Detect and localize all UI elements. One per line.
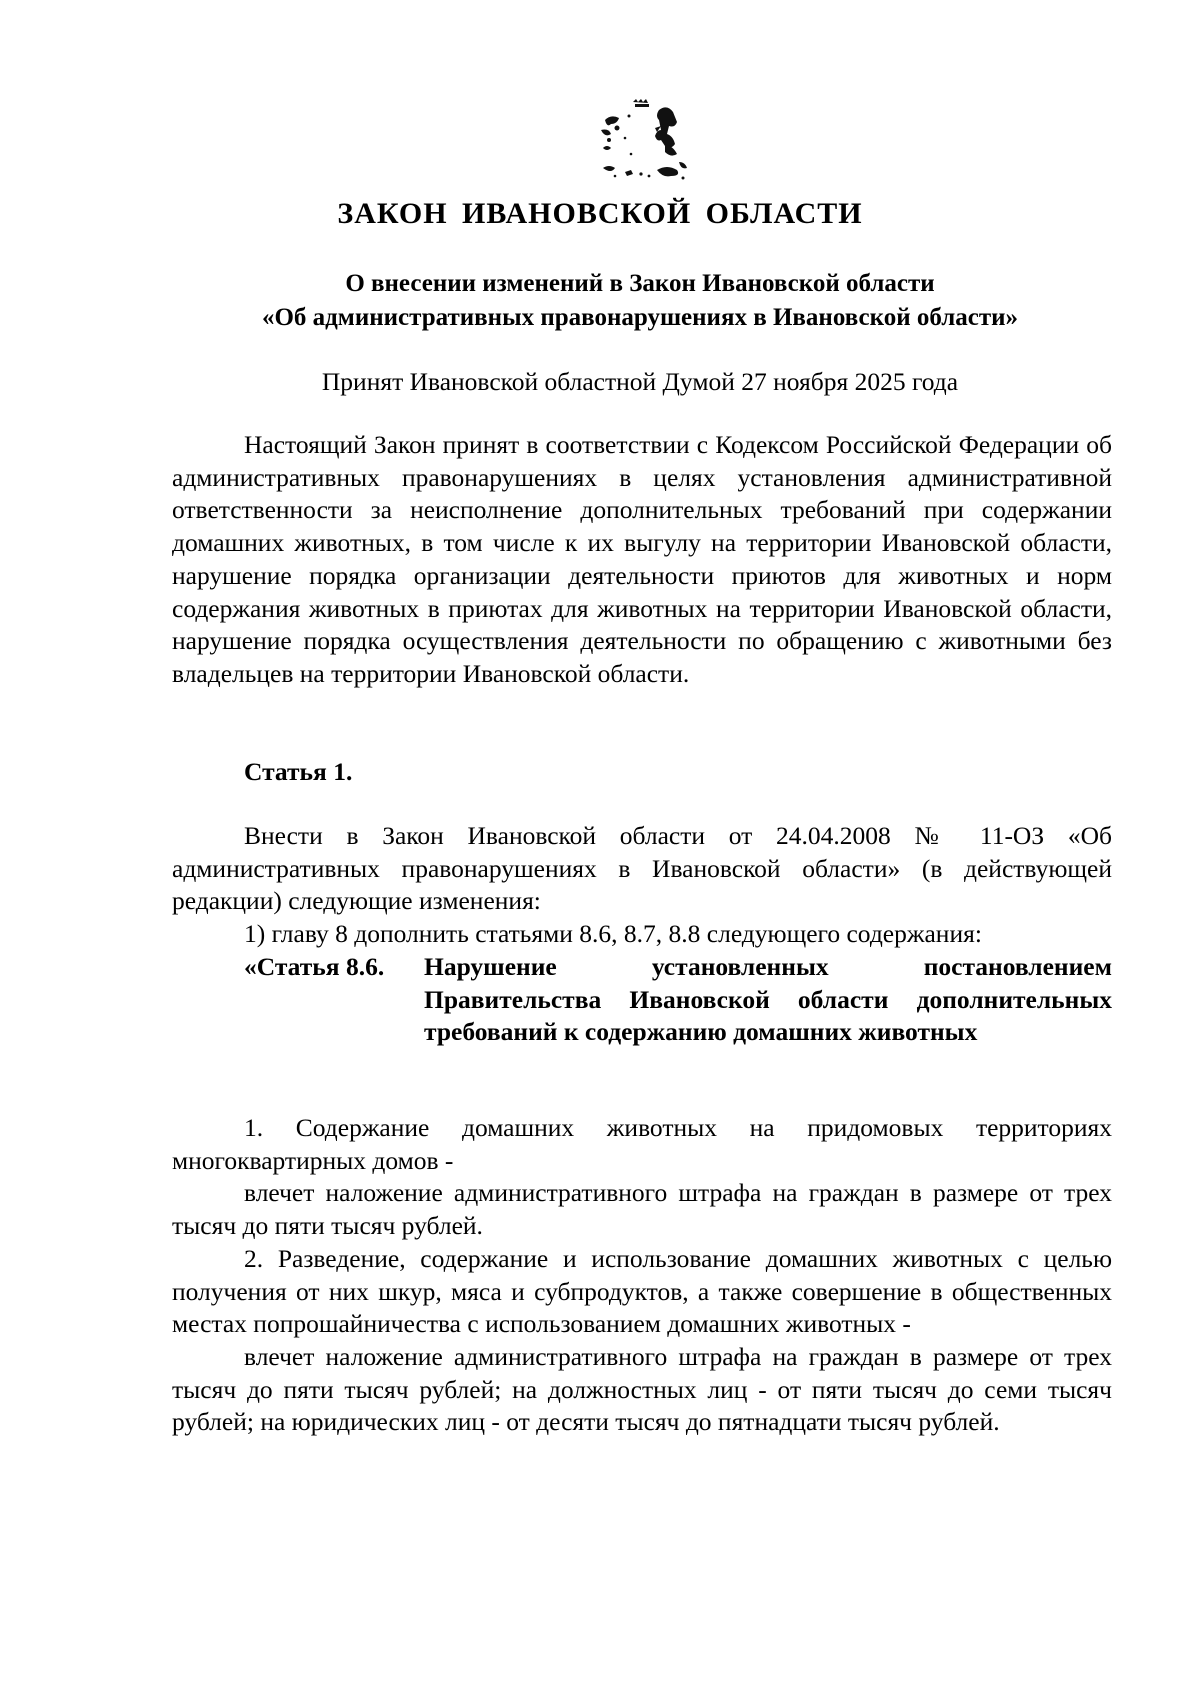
article-8-6-label: «Статья 8.6. [244, 952, 385, 981]
law-subtitle-line1: О внесении изменений в Закон Ивановской области [345, 270, 935, 297]
article-8-6-heading: Нарушение установленных постановлением Правительства Ивановской области дополнительных требований к содержанию домашних животных [424, 952, 1112, 1047]
article-1-paragraph: Внести в Закон Ивановской области от 24.04.2008 № 11-ОЗ «Об административных правонарушениях в Ивановской области» (в действующей редакции) следующие изменения: [172, 821, 1112, 916]
article-8-6-body [172, 1112, 1112, 1439]
article-1-body [172, 820, 1112, 951]
article-1-item-1: 1) главу 8 дополнить статьями 8.6, 8.7, 8.8 следующего содержания: [244, 919, 982, 949]
article-8-6-part-1-penalty: влечет наложение административного штрафа на граждан в размере от трех тысяч до пяти тысяч рублей. [172, 1178, 1112, 1241]
article-8-6-part-2-penalty: влечет наложение административного штрафа на граждан в размере от трех тысяч до пяти тысяч рублей; на должностных лиц - от пяти тысяч до семи тысяч рублей; на юридических лиц - от десяти тысяч до пятнадцати тысяч рублей. [172, 1341, 1112, 1437]
preamble-paragraph: Настоящий Закон принят в соответствии с Кодексом Российской Федерации об административных правонарушениях в целях установления административной ответственности за неисполнение дополнительных требований при содержании домашних животных, в том числе к их выгулу на территории Ивановской области, нарушение порядка организации деятельности приютов для животных и норм содержания животных в приютах для животных на территории Ивановской области, нарушение порядка осуществления деятельности по обращению с животными без владельцев на территории Ивановской области. [172, 430, 1112, 688]
law-title: ЗАКОН ИВАНОВСКОЙ ОБЛАСТИ [337, 197, 863, 230]
law-subtitle-line2: «Об административных правонарушениях в Ивановской области» [261, 304, 1019, 331]
law-subtitle [170, 267, 1110, 335]
article-8-6-part-1: 1. Содержание домашних животных на придомовых территориях многоквартирных домов - [172, 1113, 1112, 1175]
article-1-heading: Статья 1. [244, 757, 353, 786]
preamble [172, 429, 1112, 691]
ivanovo-coat-of-arms-icon [595, 98, 695, 182]
article-8-6-part-2: 2. Разведение, содержание и использование домашних животных с целью получения от них шкур, мяса и субпродуктов, а также совершение в общественных местах попрошайничества с использованием домашних животных - [172, 1243, 1112, 1339]
coat-of-arms-graphic [595, 98, 695, 182]
adoption-date-line: Принят Ивановской областной Думой 27 ноября 2025 года [321, 367, 959, 396]
